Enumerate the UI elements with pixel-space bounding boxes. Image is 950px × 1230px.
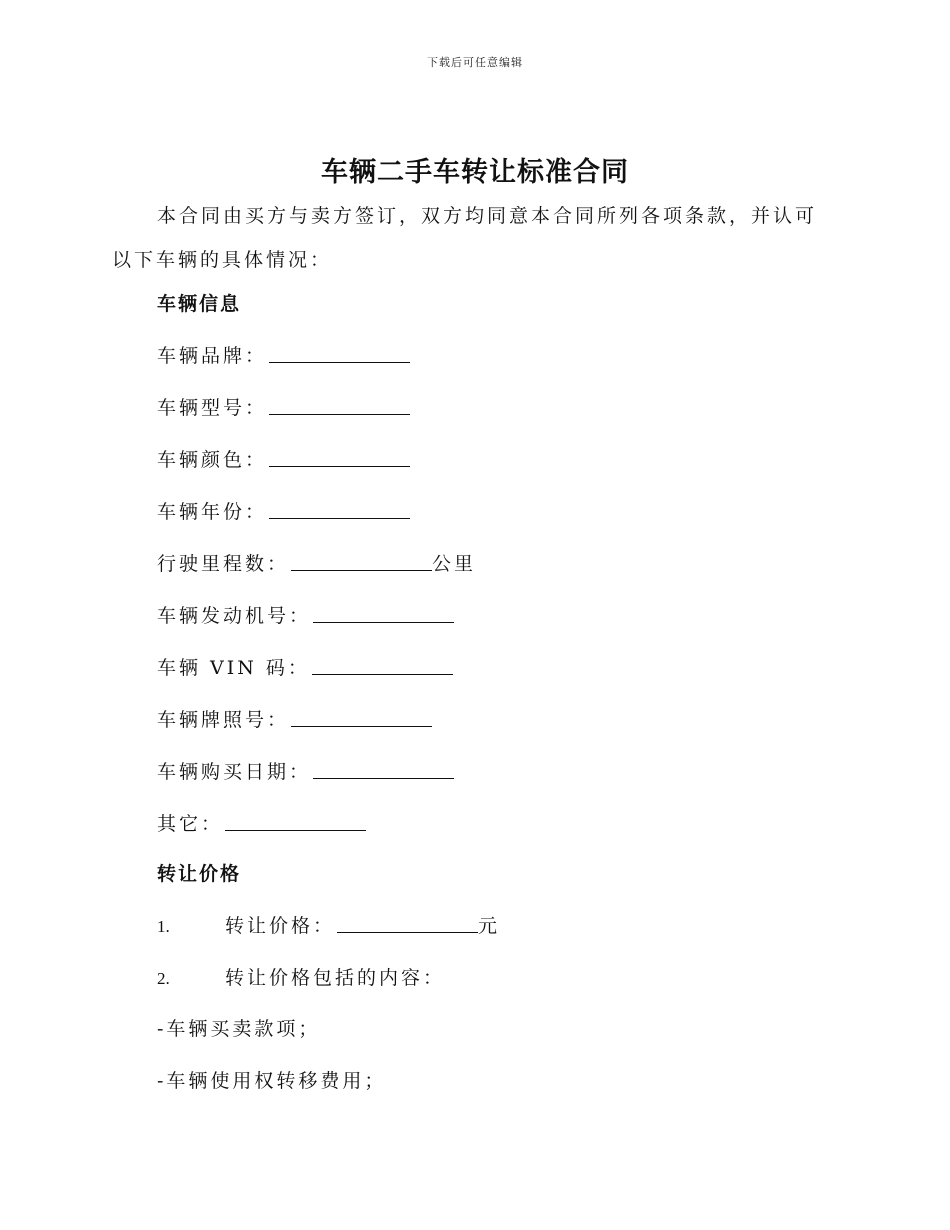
field-label: 车辆购买日期： [157, 761, 312, 783]
price-item-2 [157, 965, 445, 992]
blank-line[interactable] [313, 760, 454, 779]
item-number: 2. [157, 969, 170, 988]
blank-line[interactable] [337, 914, 478, 933]
field-label: 车辆颜色： [157, 449, 268, 471]
blank-line[interactable] [269, 500, 410, 519]
field-label: 车辆品牌： [157, 345, 268, 367]
field-label: 车辆发动机号： [157, 605, 312, 627]
field-label: 车辆年份： [157, 501, 268, 523]
field-vehicle-brand [157, 343, 410, 369]
field-label: 车辆 VIN 码： [157, 657, 310, 679]
blank-line[interactable] [269, 344, 410, 363]
field-vehicle-color [157, 447, 410, 473]
field-vehicle-year [157, 499, 410, 525]
blank-line[interactable] [269, 448, 410, 467]
field-purchase-date [157, 759, 454, 785]
bullet-item: -车辆使用权转移费用； [157, 1070, 387, 1092]
item-number: 1. [157, 917, 170, 936]
intro-paragraph: 本合同由买方与卖方签订，双方均同意本合同所列各项条款，并认可以下车辆的具体情况： [112, 205, 818, 271]
field-vehicle-model [157, 395, 410, 421]
vehicle-info-heading: 车辆信息 [157, 293, 242, 315]
field-engine-number [157, 603, 454, 629]
blank-line[interactable] [269, 396, 410, 415]
field-mileage [157, 551, 476, 577]
field-vin [157, 655, 453, 681]
field-license-plate [157, 707, 432, 733]
price-heading: 转让价格 [157, 863, 242, 885]
header-note: 下载后可任意编辑 [427, 56, 523, 69]
field-label: 行驶里程数： [157, 553, 290, 575]
blank-line[interactable] [312, 656, 453, 675]
blank-line[interactable] [313, 604, 454, 623]
field-label: 其它： [157, 813, 224, 835]
price-item-1 [157, 913, 500, 940]
blank-line[interactable] [225, 812, 366, 831]
field-label: 车辆牌照号： [157, 709, 290, 731]
document-title: 车辆二手车转让标准合同 [321, 157, 629, 188]
blank-line[interactable] [291, 552, 432, 571]
field-label: 车辆型号： [157, 397, 268, 419]
field-suffix: 公里 [432, 553, 477, 575]
bullet-item: -车辆买卖款项； [157, 1018, 321, 1040]
field-other [157, 811, 366, 837]
item-text: 转让价格： [225, 915, 336, 937]
blank-line[interactable] [291, 708, 432, 727]
item-text: 转让价格包括的内容： [225, 967, 446, 989]
item-suffix: 元 [478, 915, 501, 937]
